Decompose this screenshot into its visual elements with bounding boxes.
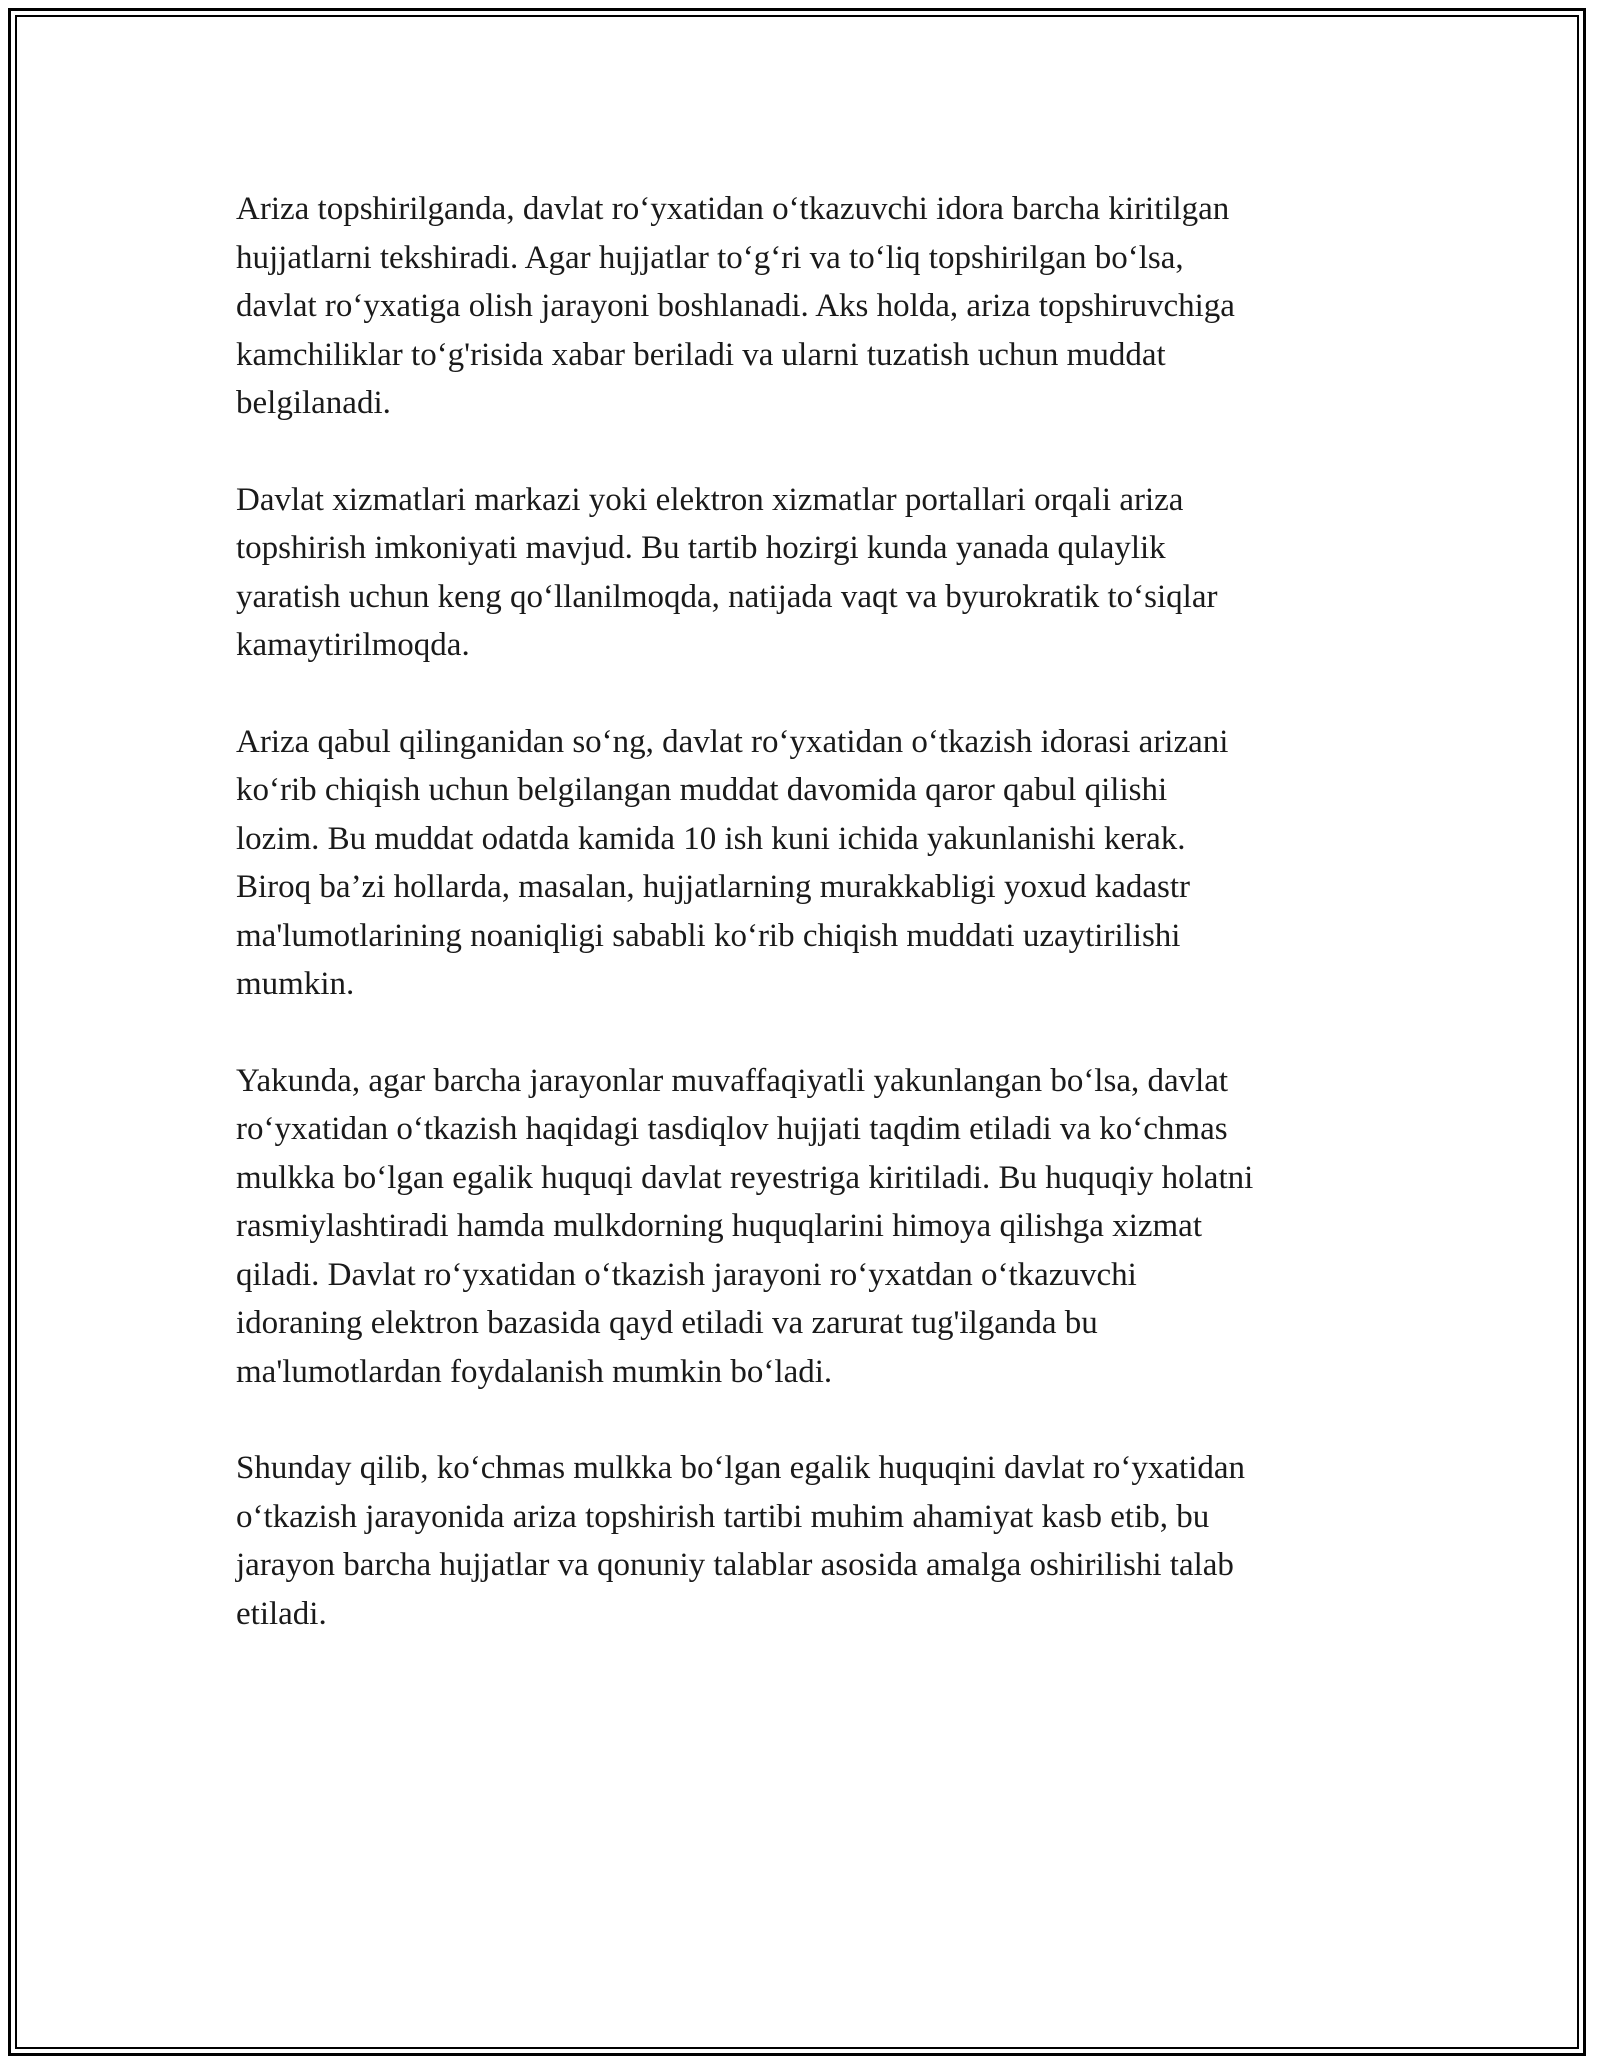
text-line: hujjatlarni tekshiradi. Agar hujjatlar to‘g‘ri va to‘liq topshirilgan bo‘lsa, <box>236 239 1184 276</box>
paragraph-1 <box>236 185 1396 428</box>
text-line: qiladi. Davlat ro‘yxatidan o‘tkazish jarayoni ro‘yxatdan o‘tkazuvchi <box>236 1256 1137 1293</box>
text-line: Yakunda, agar barcha jarayonlar muvaffaqiyatli yakunlangan bo‘lsa, davlat <box>236 1062 1229 1099</box>
text-line: jarayon barcha hujjatlar va qonuniy talablar asosida amalga oshirilishi talab <box>236 1547 1234 1583</box>
paragraph-2 <box>236 476 1396 670</box>
text-line: ro‘yxatidan o‘tkazish haqidagi tasdiqlov hujjati taqdim etiladi va ko‘chmas <box>236 1111 1228 1147</box>
text-line: Shunday qilib, ko‘chmas mulkka bo‘lgan egalik huquqini davlat ro‘yxatidan <box>236 1450 1246 1486</box>
paragraph-3 <box>236 718 1396 1009</box>
text-line: idoraning elektron bazasida qayd etiladi va zarurat tug'ilganda bu <box>236 1305 1098 1341</box>
document-body <box>236 185 1396 1686</box>
text-line: rasmiylashtiradi hamda mulkdorning huquqlarini himoya qilishga xizmat <box>236 1208 1202 1244</box>
text-line: Ariza topshirilganda, davlat ro‘yxatidan o‘tkazuvchi idora barcha kiritilgan <box>236 191 1230 227</box>
text-line: mulkka bo‘lgan egalik huquqi davlat reyestriga kiritiladi. Bu huquqiy holatni <box>236 1159 1254 1196</box>
text-line: etiladi. <box>236 1595 327 1632</box>
text-line: topshirish imkoniyati mavjud. Bu tartib hozirgi kunda yanada qulaylik <box>236 530 1166 566</box>
paragraph-4 <box>236 1057 1396 1397</box>
text-line: ma'lumotlardan foydalanish mumkin bo‘ladi. <box>236 1353 833 1390</box>
text-line: lozim. Bu muddat odatda kamida 10 ish kuni ichida yakunlanishi kerak. <box>236 820 1186 857</box>
text-line: belgilanadi. <box>236 385 391 421</box>
paragraph-5 <box>236 1444 1396 1638</box>
text-line: ko‘rib chiqish uchun belgilangan muddat davomida qaror qabul qilishi <box>236 772 1168 808</box>
text-line: kamchiliklar to‘g'risida xabar beriladi va ularni tuzatish uchun muddat <box>236 336 1166 373</box>
text-line: mumkin. <box>236 966 355 1002</box>
text-line: ma'lumotlarining noaniqligi sababli ko‘rib chiqish muddati uzaytirilishi <box>236 917 1181 954</box>
text-line: Biroq ba’zi hollarda, masalan, hujjatlarning murakkabligi yoxud kadastr <box>236 869 1190 905</box>
text-line: davlat ro‘yxatiga olish jarayoni boshlanadi. Aks holda, ariza topshiruvchiga <box>236 288 1235 324</box>
text-line: o‘tkazish jarayonida ariza topshirish tartibi muhim ahamiyat kasb etib, bu <box>236 1498 1210 1535</box>
text-line: kamaytirilmoqda. <box>236 627 470 663</box>
text-line: yaratish uchun keng qo‘llanilmoqda, natijada vaqt va byurokratik to‘siqlar <box>236 578 1218 615</box>
text-line: Davlat xizmatlari markazi yoki elektron xizmatlar portallari orqali ariza <box>236 481 1184 518</box>
text-line: Ariza qabul qilinganidan so‘ng, davlat ro‘yxatidan o‘tkazish idorasi arizani <box>236 723 1229 760</box>
